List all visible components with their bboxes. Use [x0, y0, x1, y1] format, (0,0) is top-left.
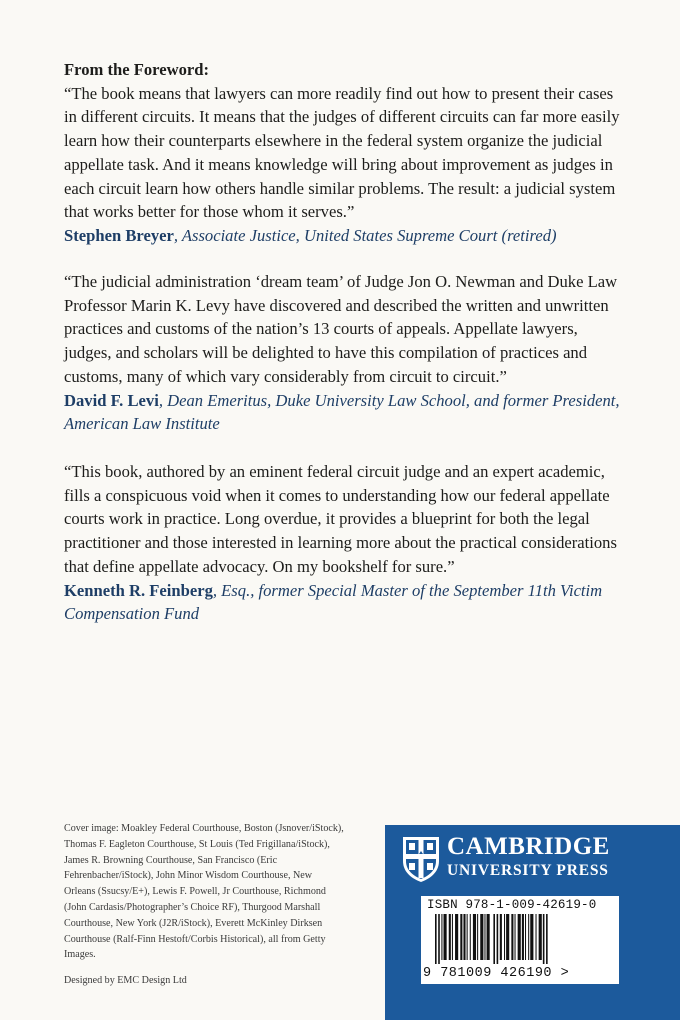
barcode-bar: [460, 914, 462, 960]
barcode-bar: [515, 914, 516, 960]
barcode-bar: [500, 914, 502, 960]
endorsement-levi: [64, 270, 624, 436]
designer-credit: Designed by EMC Design Ltd: [64, 975, 187, 986]
barcode-bar: [455, 914, 458, 960]
attribution-name: Stephen Breyer: [64, 225, 174, 245]
foreword-endorsement: [64, 58, 624, 248]
barcode-bar: [470, 914, 471, 960]
endorsement-attribution: [64, 389, 624, 436]
publisher-name: [447, 833, 610, 880]
foreword-quote: “The book means that lawyers can more readily find out how to present their cases in different circuits. It means that the judges of different circuits can far more easily learn how their counterparts elsewhere in the federal system organize the judicial appellate task. And it means knowledge will bring about improvement as judges in each circuit learn how others handle similar problems. The result: a judicial system that works better for those whom it serves.”: [64, 83, 620, 222]
barcode-bar: [477, 914, 478, 960]
barcode-bar: [504, 914, 505, 960]
barcode-bars: [435, 914, 607, 964]
barcode-bar: [435, 914, 437, 964]
barcode-bar: [484, 914, 485, 960]
endorsement-quote: “The judicial administration ‘dream team’ of Judge Jon O. Newman and Duke Law Professor Marin K. Levy have discovered and described the written and unwritten practices and customs of the nation’s 13 courts of appeals. Appellate lawyers, judges, and scholars will be delighted to have this compilation of practices and customs, many of which vary considerably from circuit to circuit.”: [64, 272, 618, 386]
attribution-name: Kenneth R. Feinberg: [64, 580, 213, 600]
barcode-bar: [543, 914, 545, 964]
barcode-bar: [480, 914, 483, 960]
barcode-bar: [497, 914, 499, 964]
barcode-bar: [438, 914, 440, 964]
attribution-name: David F. Levi: [64, 390, 159, 410]
barcode-bar: [525, 914, 526, 960]
barcode-bar: [518, 914, 521, 960]
endorsement-quote: “This book, authored by an eminent federal circuit judge and an expert academic, fills a conspicuous void when it comes to understanding how our federal appellate courts work in practice. Long overdue, it provides a blueprint for both the legal practitioner and those interested in learning more about the practical considerations that define appellate advocacy. On my bookshelf for sure.”: [64, 462, 617, 576]
isbn-barcode: [421, 896, 619, 984]
isbn-label: ISBN 978-1-009-42619-0: [427, 898, 597, 912]
attribution-role: , Dean Emeritus, Duke University Law School, and former President, American Law Institute: [64, 390, 620, 434]
barcode-bar: [449, 914, 451, 960]
publisher-name-line1: CAMBRIDGE: [447, 833, 610, 860]
barcode-bar: [463, 914, 465, 960]
barcode-bar: [546, 914, 548, 964]
cambridge-shield-icon: [401, 835, 441, 883]
endorsement-feinberg: [64, 460, 624, 626]
barcode-bar: [536, 914, 537, 960]
cover-image-credits: Cover image: Moakley Federal Courthouse, Boston (Jsnover/iStock), Thomas F. Eagleton Courthouse, St Louis (Ted Frigillana/iStock), James R. Browning Courthouse, San Francisco (Eric Fehrenbacher/iStock), John Minor Wisdom Courthouse, New Orleans (Ssucsy/E+), Lewis F. Powell, Jr Courthouse, Richmond (John Cardasis/Photographer’s Choice RF), Thurgood Marshall Courthouse, New York (J2R/iStock), Everett McKinley Dirksen Courthouse (Ralf-Finn Hestoft/Corbis Historical), all from Getty Images.: [64, 823, 344, 961]
barcode-bar: [487, 914, 490, 960]
barcode-bar: [522, 914, 524, 960]
barcode-bar: [441, 914, 442, 960]
barcode-bar: [452, 914, 453, 960]
barcode-bar: [511, 914, 513, 960]
barcode-bar: [506, 914, 509, 960]
barcode-bar: [528, 914, 529, 960]
barcode-bar: [467, 914, 468, 960]
barcode-bar: [473, 914, 476, 960]
attribution-role: , Associate Justice, United States Supreme Court (retired): [173, 225, 557, 245]
publisher-panel: [385, 825, 680, 1020]
barcode-bar: [444, 914, 447, 960]
foreword-heading: From the Foreword:: [64, 60, 210, 79]
barcode-bar: [493, 914, 495, 964]
barcode-digits: 9 781009 426190 >: [423, 966, 570, 981]
barcode-bar: [530, 914, 533, 960]
foreword-attribution: [64, 224, 624, 248]
attribution-role: , Esq., former Special Master of the September 11th Victim Compensation Fund: [64, 580, 603, 624]
publisher-name-line2: UNIVERSITY PRESS: [447, 862, 609, 879]
endorsement-attribution: [64, 579, 624, 626]
barcode-bar: [539, 914, 542, 960]
